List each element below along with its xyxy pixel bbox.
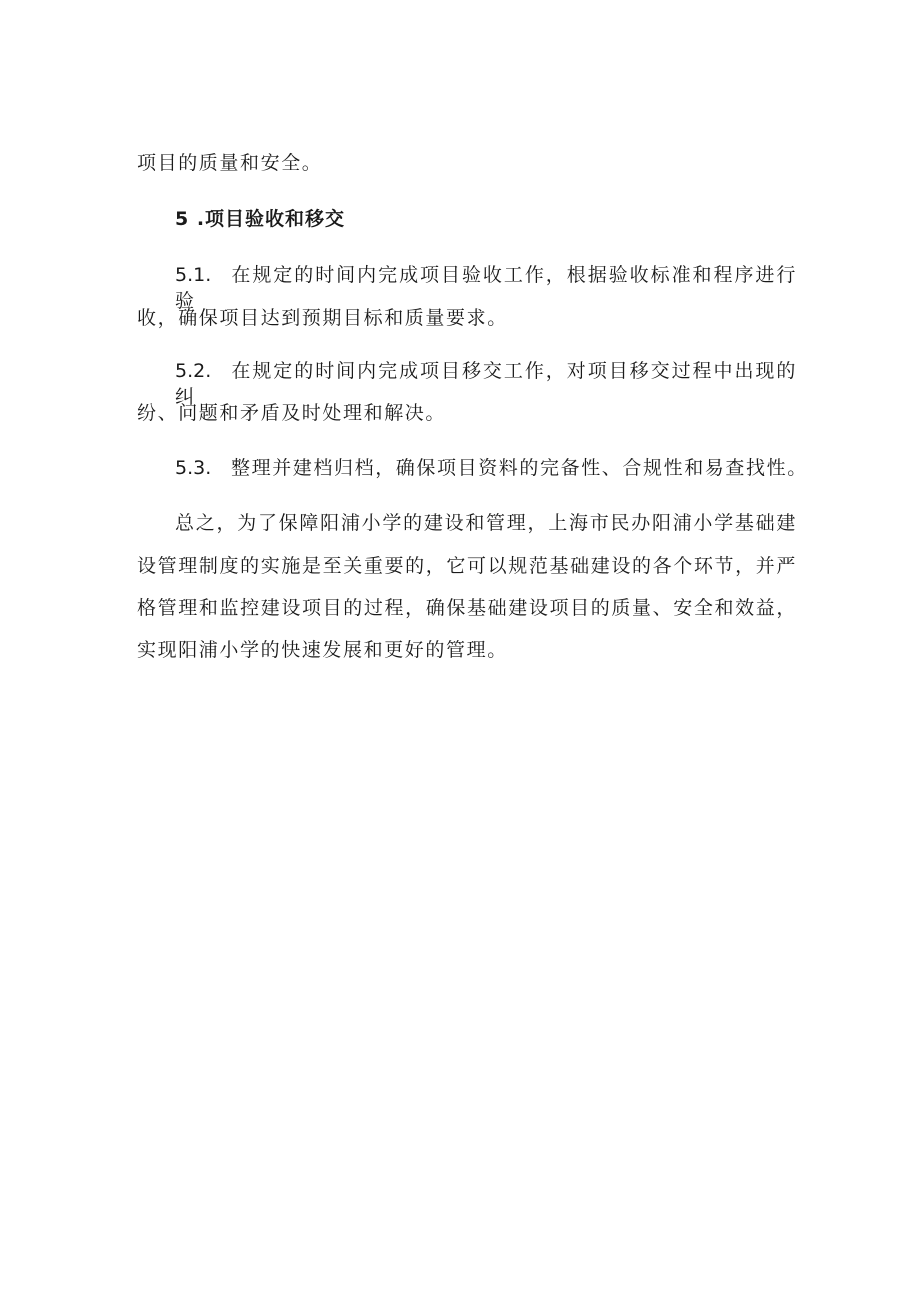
- item-5-1-line1: [175, 262, 797, 312]
- item-5-3-line1: [175, 455, 808, 481]
- paragraph-continuation: 项目的质量和安全。: [137, 152, 323, 174]
- item-5-2-text-line1: 在规定的时间内完成项目移交工作，对项目移交过程中出现的纠: [175, 360, 797, 408]
- item-5-2-line1: [175, 358, 797, 408]
- conclusion-line2: 设管理制度的实施是至关重要的，它可以规范基础建设的各个环节，并严: [137, 555, 797, 577]
- item-5-3-text-line1: 整理并建档归档，确保项目资料的完备性、合规性和易查找性。: [231, 457, 808, 479]
- item-5-1-text-line2: 收，确保项目达到预期目标和质量要求。: [137, 307, 508, 329]
- item-5-2-text-line2: 纷、问题和矛盾及时处理和解决。: [137, 402, 447, 424]
- conclusion-line3: 格管理和监控建设项目的过程，确保基础建设项目的质量、安全和效益，: [137, 597, 797, 619]
- item-5-1-text-line1: 在规定的时间内完成项目验收工作，根据验收标准和程序进行验: [175, 264, 797, 312]
- conclusion-line1: 总之，为了保障阳浦小学的建设和管理，上海市民办阳浦小学基础建: [175, 512, 797, 534]
- conclusion-line4: 实现阳浦小学的快速发展和更好的管理。: [137, 639, 508, 661]
- item-5-2-number: 5.2.: [175, 360, 212, 382]
- section-heading: 5 .项目验收和移交: [175, 208, 346, 230]
- item-5-1-number: 5.1.: [175, 264, 212, 286]
- item-5-3-number: 5.3.: [175, 457, 212, 479]
